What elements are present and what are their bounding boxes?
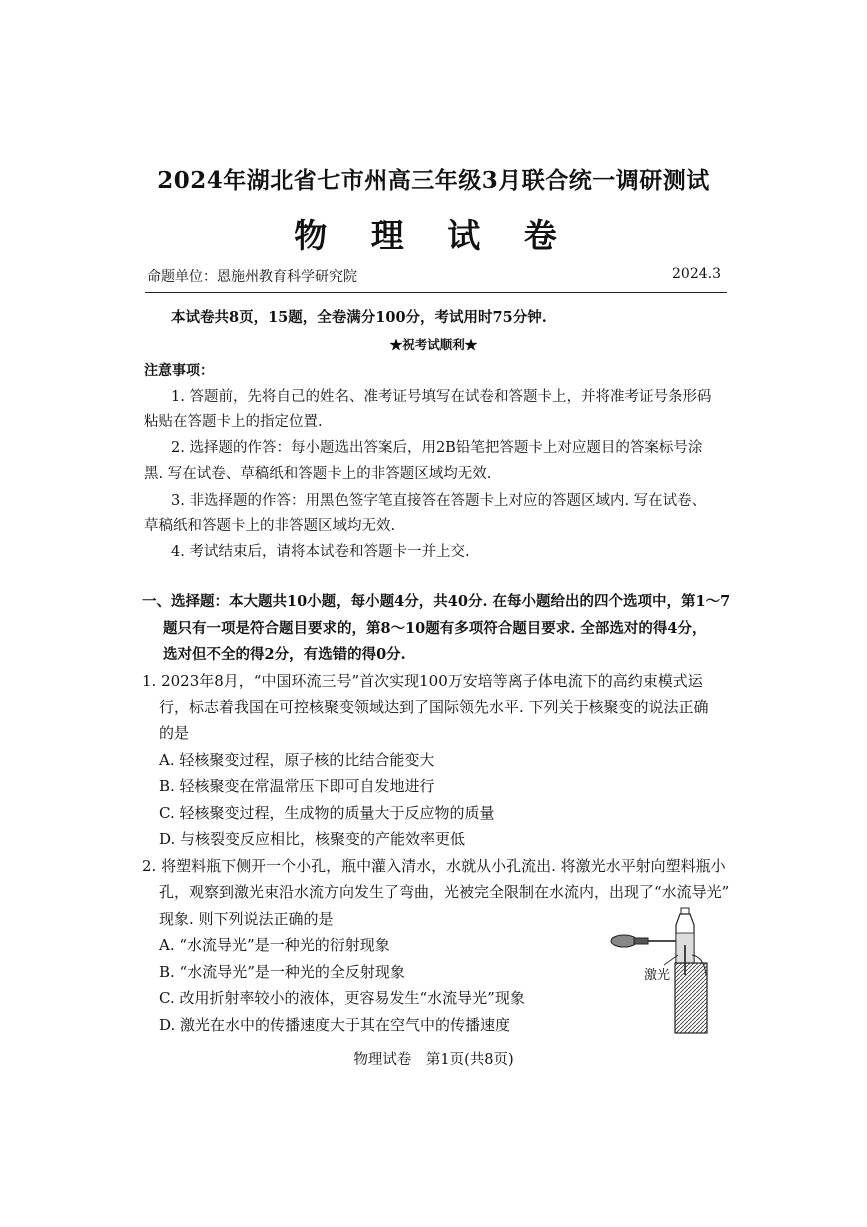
exam-summary: 本试卷共8页，15题，全卷满分100分，考试用时75分钟. xyxy=(171,309,547,326)
question-2-option-d: D. 激光在水中的传播速度大于其在空气中的传播速度 xyxy=(159,1016,511,1034)
bottle-laser-illustration xyxy=(608,905,730,1035)
exam-date: 2024.3 xyxy=(672,266,721,282)
water-container-icon xyxy=(675,955,707,1033)
question-1-option-b: B. 轻核聚变在常温常压下即可自发地进行 xyxy=(159,777,435,795)
notice-heading: 注意事项： xyxy=(144,363,214,379)
question-2-stem: 现象. 则下列说法正确的是 xyxy=(159,910,334,928)
question-2-stem: 孔，观察到激光束沿水流方向发生了弯曲，光被完全限制在水流内，出现了“水流导光” xyxy=(159,883,730,901)
subject-title: 物 理 试 卷 xyxy=(294,216,573,255)
question-1-stem: 行，标志着我国在可控核聚变领域达到了国际领先水平. 下列关于核聚变的说法正确 xyxy=(159,698,709,716)
question-2-option-a: A. “水流导光”是一种光的衍射现象 xyxy=(159,936,390,954)
notice-line: 1. 答题前，先将自己的姓名、准考证号填写在试卷和答题卡上，并将准考证号条形码 xyxy=(171,389,712,405)
question-1-stem: 的是 xyxy=(159,724,190,742)
notice-line: 黑. 写在试卷、草稿纸和答题卡上的非答题区域均无效. xyxy=(144,466,492,482)
question-1-option-a: A. 轻核聚变过程，原子核的比结合能变大 xyxy=(159,751,435,769)
section-instructions: 题只有一项是符合题目要求的，第8～10题有多项符合题目要求. 全部选对的得4分， xyxy=(163,620,707,637)
question-1-stem: 1. 2023年8月，“中国环流三号”首次实现100万安培等离子体电流下的高约束模式运 xyxy=(142,672,703,690)
exam-title: 2024年湖北省七市州高三年级3月联合统一调研测试 xyxy=(157,167,710,194)
question-2-stem: 2. 将塑料瓶下侧开一个小孔，瓶中灌入清水，水就从小孔流出. 将激光水平射向塑料瓶小 xyxy=(142,857,726,875)
section-instructions: 一、选择题：本大题共10小题，每小题4分，共40分. 在每小题给出的四个选项中，第1～7 xyxy=(142,593,731,610)
page-footer: 物理试卷 第1页(共8页) xyxy=(353,1052,514,1068)
question-1-option-c: C. 轻核聚变过程，生成物的质量大于反应物的质量 xyxy=(159,804,495,822)
question-2-option-c: C. 改用折射率较小的液体，更容易发生“水流导光”现象 xyxy=(159,989,525,1007)
notice-line: 草稿纸和答题卡上的非答题区域均无效. xyxy=(144,518,396,534)
water-light-guide-figure xyxy=(608,905,730,1035)
question-1-option-d: D. 与核裂变反应相比，核聚变的产能效率更低 xyxy=(159,830,466,848)
setter-unit: 命题单位：恩施州教育科学研究院 xyxy=(147,269,357,285)
notice-line: 2. 选择题的作答：每小题选出答案后，用2B铅笔把答题卡上对应题目的答案标号涂 xyxy=(171,440,703,456)
section-instructions: 选对但不全的得2分，有选错的得0分. xyxy=(163,646,406,663)
laser-pointer-icon xyxy=(611,935,678,947)
question-2-option-b: B. “水流导光”是一种光的全反射现象 xyxy=(159,963,405,981)
notice-line: 粘贴在答题卡上的指定位置. xyxy=(144,414,323,430)
laser-label: 激光 xyxy=(644,968,671,983)
header-divider xyxy=(145,292,727,293)
notice-line: 3. 非选择题的作答：用黑色签字笔直接答在答题卡上对应的答题区域内. 写在试卷、 xyxy=(171,493,707,509)
notice-line: 4. 考试结束后，请将本试卷和答题卡一并上交. xyxy=(171,544,470,560)
good-luck-line: ★祝考试顺利★ xyxy=(389,337,478,352)
